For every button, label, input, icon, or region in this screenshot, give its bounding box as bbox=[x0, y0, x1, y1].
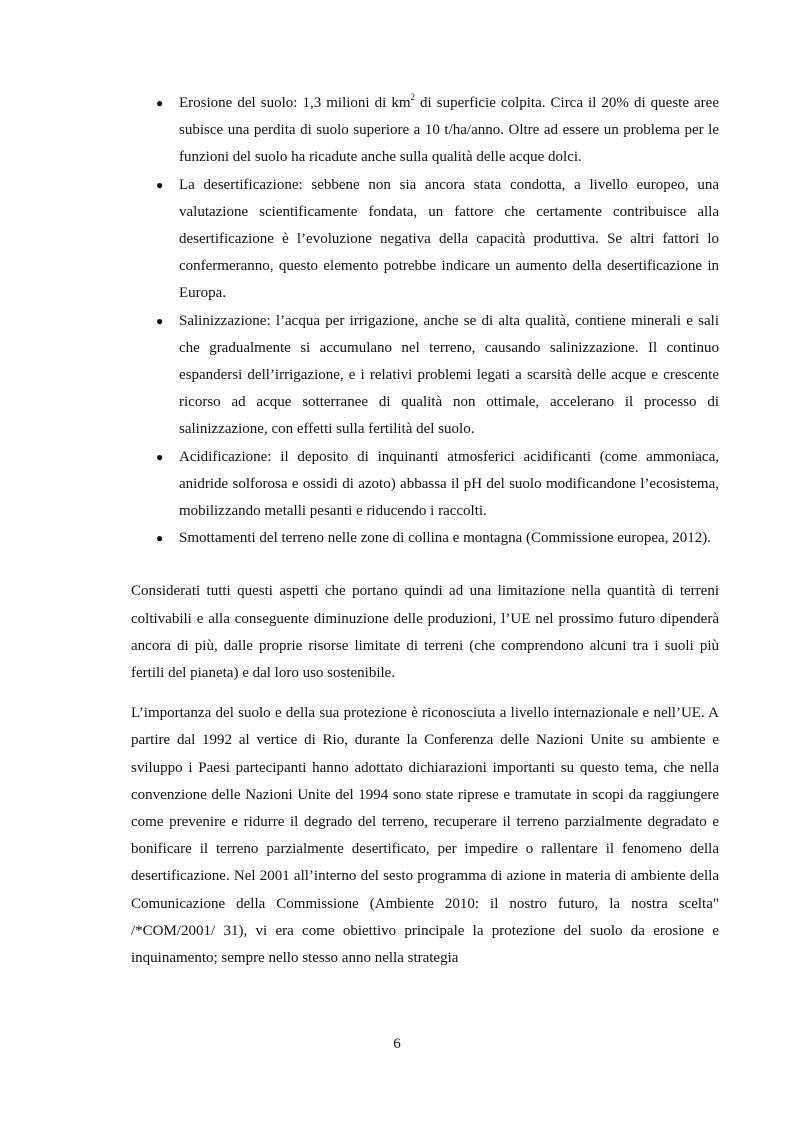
bullet-item-desertification bbox=[131, 172, 719, 308]
bullet-list bbox=[131, 90, 719, 552]
bullet-text: La desertificazione: sebbene non sia ancora stata condotta, a livello europeo, una valutazione scientificamente fondata, un fattore che certamente contribuisce alla desertificazione è l’evoluzione negativa della capacità produttiva. Se altri fattori lo confermeranno, questo elemento potrebbe indicare un aumento della desertificazione in Europa. bbox=[179, 176, 719, 302]
bullet-icon: ● bbox=[156, 449, 164, 464]
bullet-icon: ● bbox=[156, 531, 164, 546]
bullet-item-landslides bbox=[131, 525, 719, 552]
paragraph-soil-importance: L’importanza del suolo e della sua protezione è riconosciuta a livello internazionale e nell’UE. A partire dal 1992 al vertice di Rio, durante la Conferenza delle Nazioni Unite su ambiente e sviluppo i Paesi partecipanti hanno adottato dichiarazioni importanti su questo tema, che nella convenzione delle Nazioni Unite del 1994 sono state riprese e tramutate in scopi da raggiungere come prevenire e ridurre il degrado del terreno, recuperare il terreno parzialmente degradato e bonificare il terreno parzialmente desertificato, per impedire o rallentare il fenomeno della desertificazione. Nel 2001 all’interno del sesto programma di azione in materia di ambiente della Comunicazione della Commissione (Ambiente 2010: il nostro futuro, la nostra scelta" /*COM/2001/ 31), vi era come obiettivo principale la protezione del suolo da erosione e inquinamento; sempre nello stesso anno nella strategia bbox=[131, 705, 719, 967]
bullet-icon: ● bbox=[156, 96, 164, 110]
bullet-item-erosion bbox=[131, 90, 719, 172]
page-number: 6 bbox=[393, 1036, 401, 1052]
bullet-text: Acidificazione: il deposito di inquinanti atmosferici acidificanti (come ammoniaca, anidride solforosa e ossidi di azoto) abbassa il pH del suolo modificandone l’ecosistema, mobilizzando metalli pesanti e riducendo i raccolti. bbox=[179, 448, 719, 520]
bullet-icon: ● bbox=[156, 177, 164, 192]
bullet-text: Smottamenti del terreno nelle zone di collina e montagna (Commissione europea, 2012). bbox=[179, 530, 711, 547]
bullet-text-pre: Erosione del suolo: 1,3 milioni di km bbox=[179, 95, 411, 111]
bullet-text: Salinizzazione: l’acqua per irrigazione, anche se di alta qualità, contiene minerali e sali che gradualmente si accumulano nel terreno, causando salinizzazione. Il continuo espandersi dell’irrigazione, e i relativi problemi legati a scarsità delle acque e crescente ricorso ad acque sotterranee di qualità non ottimale, accelerano il processo di salinizzazione, con effetti sulla fertilità del suolo. bbox=[179, 312, 719, 438]
paragraph-considerations: Considerati tutti questi aspetti che portano quindi ad una limitazione nella quantità di terreni coltivabili e alla conseguente diminuzione delle produzioni, l’UE nel prossimo futuro dipenderà ancora di più, dalle proprie risorse limitate di terreni (che comprendono alcuni tra i suoli più fertili del pianeta) e dal loro uso sostenibile. bbox=[131, 583, 719, 682]
bullet-item-salinization bbox=[131, 308, 719, 444]
bullet-text-post: di superficie colpita. Circa il 20% di queste aree subisce una perdita di suolo superiore a 10 t/ha/anno. Oltre ad essere un problema per le funzioni del suolo ha ricadute anche sulla qualità delle acque dolci. bbox=[179, 95, 719, 166]
superscript: 2 bbox=[410, 92, 415, 102]
bullet-item-acidification bbox=[131, 444, 719, 526]
bullet-icon: ● bbox=[156, 313, 164, 328]
document-page bbox=[131, 90, 719, 972]
